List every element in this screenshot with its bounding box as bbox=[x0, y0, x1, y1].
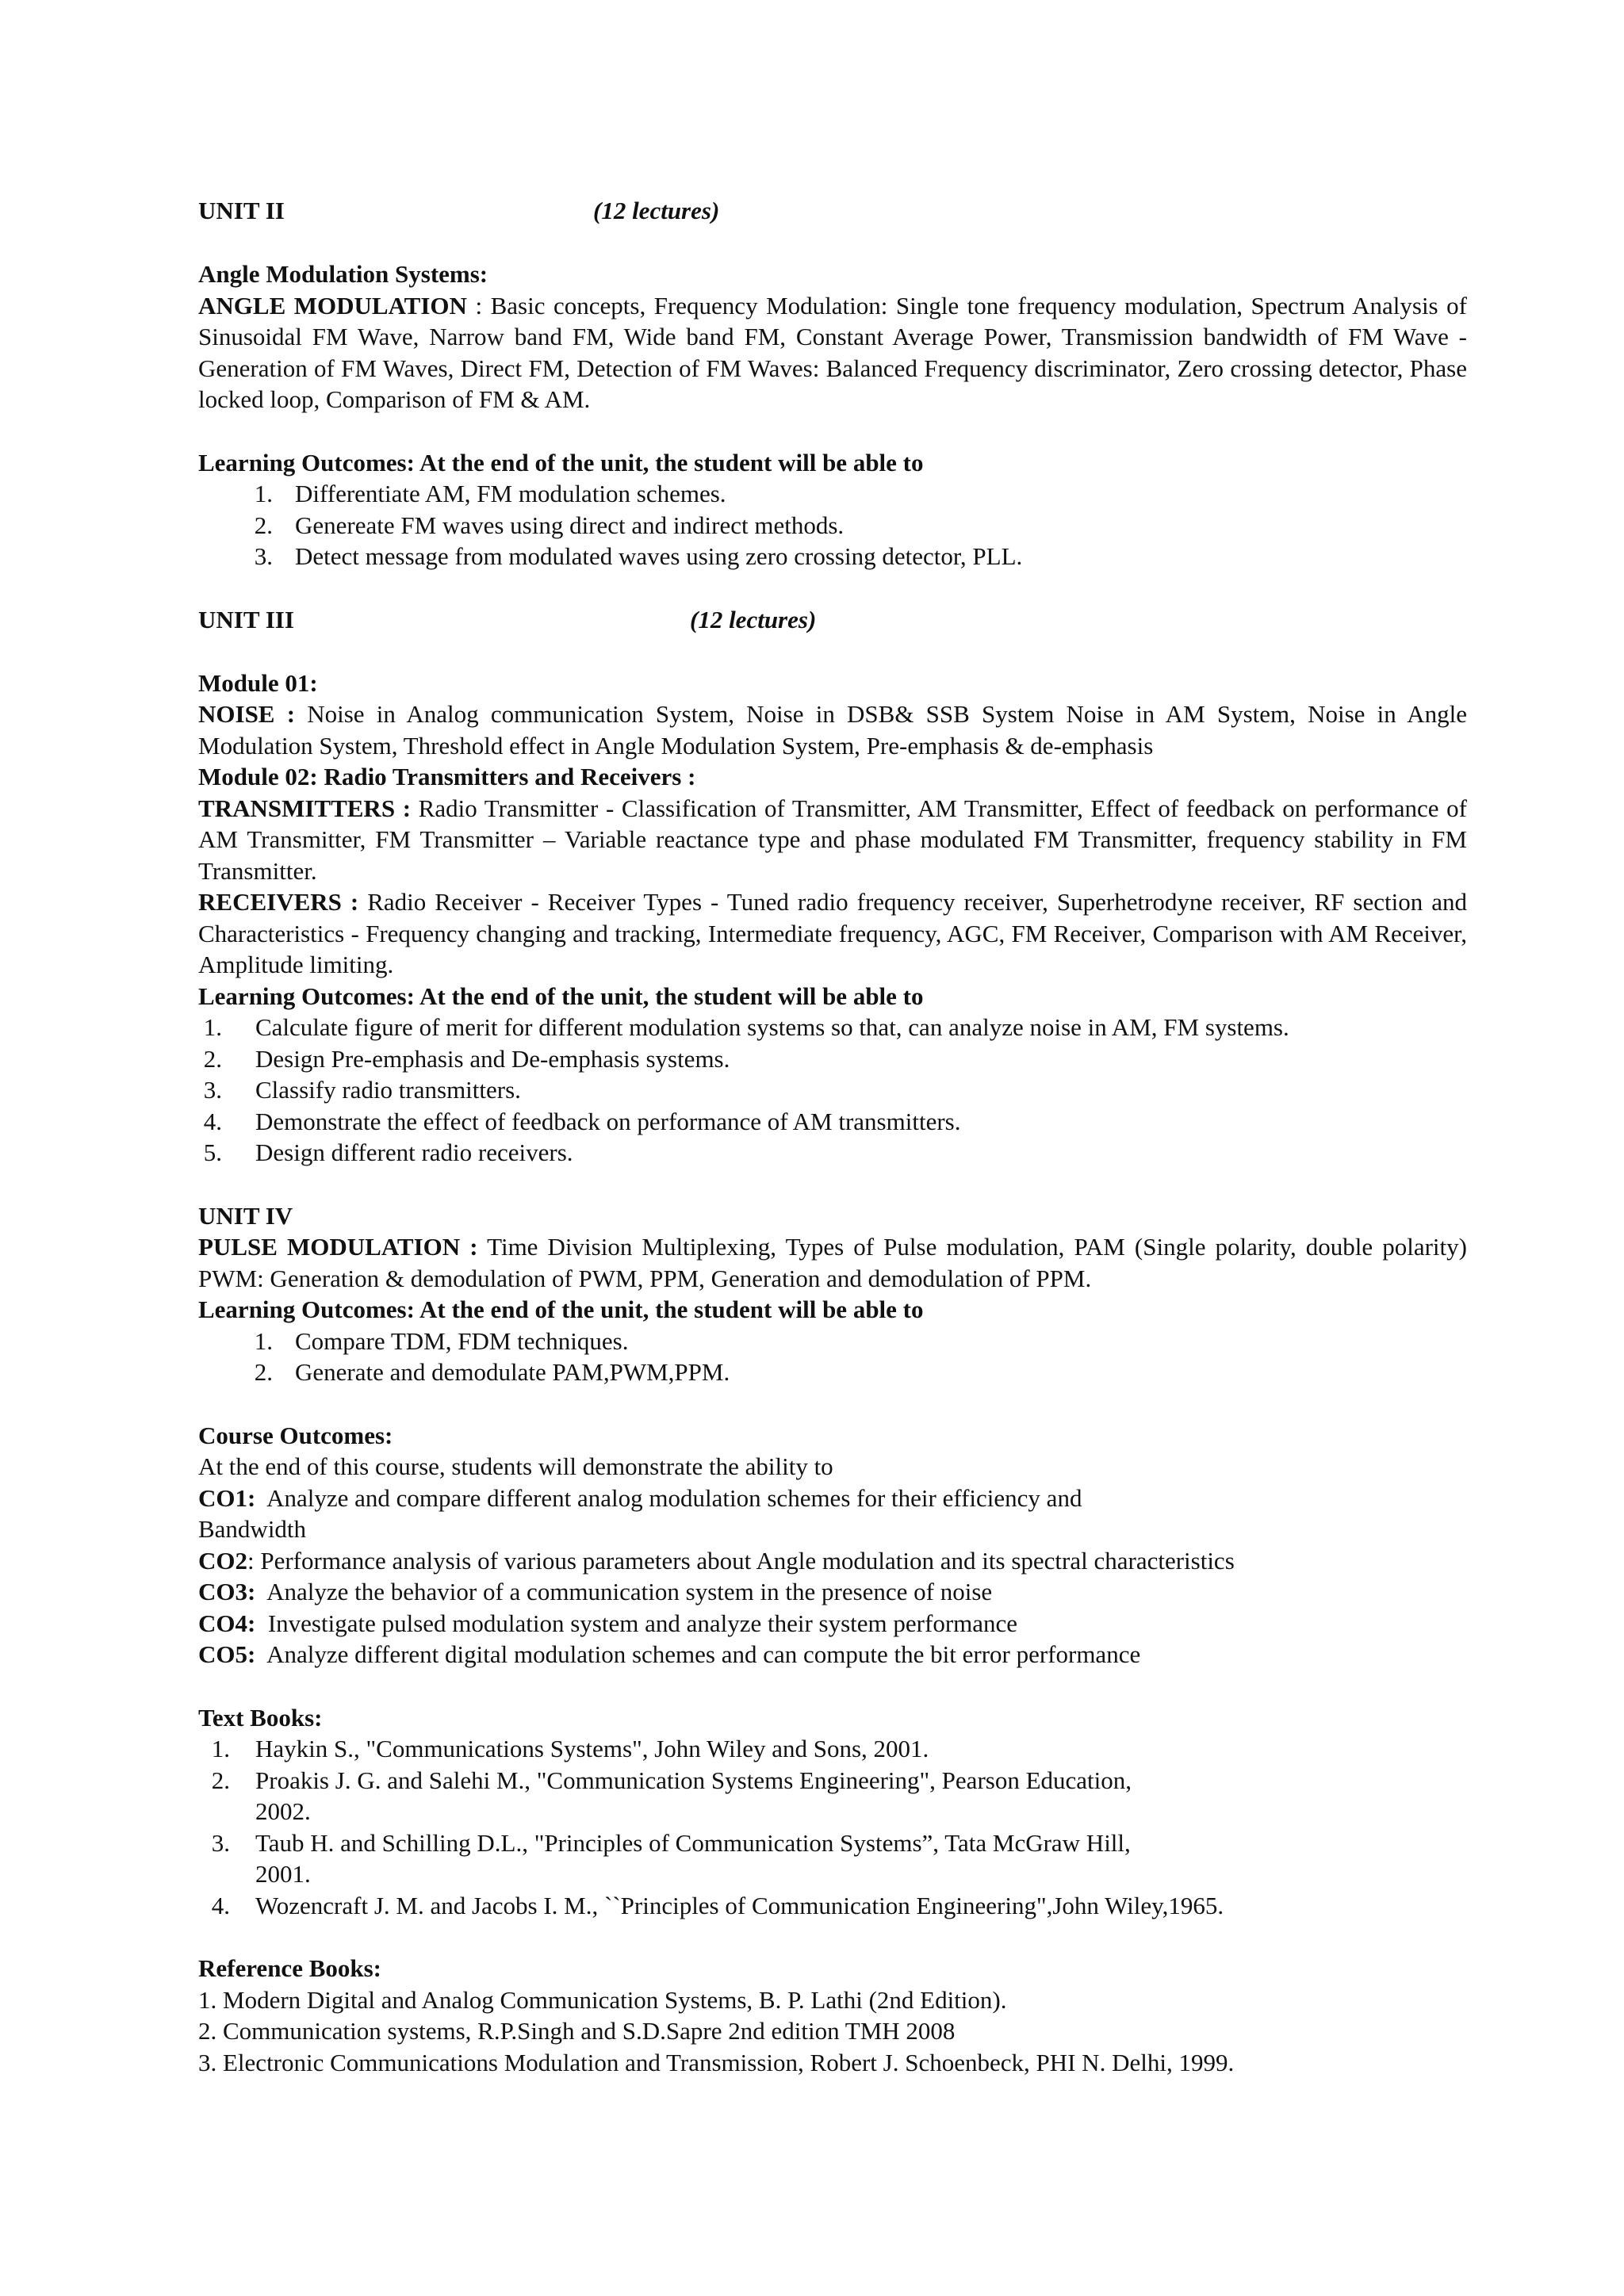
list-item: 3. Taub H. and Schilling D.L., "Principles of Communication Systems”, Tata McGraw Hill, 2001. bbox=[211, 1828, 1131, 1888]
list-item: 3. Detect message from modulated waves using zero crossing detector, PLL. bbox=[254, 542, 1023, 570]
unit-3-heading bbox=[198, 604, 1467, 636]
course-outcome-item: CO3: Analyze the behavior of a communication system in the presence of noise bbox=[198, 1578, 993, 1605]
list-item: 5. Design different radio receivers. bbox=[203, 1138, 573, 1166]
course-outcome-item: CO1: Analyze and compare different analog modulation schemes for their efficiency and bbox=[198, 1483, 1082, 1512]
list-item: 4. Demonstrate the effect of feedback on performance of AM transmitters. bbox=[203, 1107, 961, 1135]
list-item: 4. Wozencraft J. M. and Jacobs I. M., ``Principles of Communication Engineering",John Wiley,1965. bbox=[211, 1891, 1224, 1919]
pulse-paragraph: PULSE MODULATION : Time Division Multiplexing, Types of Pulse modulation, PAM (Single polarity, double polarity) PWM: Generation & demodulation of PWM, PPM, Generation and demodulation of PPM. bbox=[198, 1233, 1467, 1292]
topic-text: : Basic concepts, Frequency Modulation: Single tone frequency modulation, Spectrum Analysis of Sinusoidal FM Wave, Narrow band FM, Wide band FM, Constant Average Power, Transmission bandwidth of FM Wave - Generation of FM Waves, Direct FM, Detection of FM Waves: Balanced Frequency discriminator, Zero crossing detector, Phase locked loop, Comparison of FM & AM. bbox=[198, 291, 1467, 413]
list-item: 1. Haykin S., "Communications Systems", John Wiley and Sons, 2001. bbox=[211, 1735, 929, 1762]
unit-2-lectures: (12 lectures) bbox=[593, 197, 720, 224]
list-item: 1. Differentiate AM, FM modulation schemes. bbox=[254, 480, 726, 507]
list-item: 2. Design Pre-emphasis and De-emphasis systems. bbox=[203, 1044, 730, 1073]
unit-2-title: UNIT II bbox=[198, 197, 285, 224]
course-outcomes-intro: At the end of this course, students will demonstrate the ability to bbox=[198, 1452, 833, 1480]
transmitters-paragraph: TRANSMITTERS : Radio Transmitter - Classification of Transmitter, AM Transmitter, Effect of feedback on performance of AM Transmitter, FM Transmitter – Variable reactance type and phase modulated FM Transmitter, frequency stability in FM Transmitter. bbox=[198, 794, 1468, 885]
reference-book-item: 2. Communication systems, R.P.Singh and S.D.Sapre 2nd edition TMH 2008 bbox=[198, 2017, 956, 2045]
receivers-paragraph: RECEIVERS : Radio Receiver - Receiver Types - Tuned radio frequency receiver, Superhetrodyne receiver, RF section and Characteristics - Frequency changing and tracking, Intermediate frequency, AGC, FM Receiver, Comparison with AM Receiver, Amplitude limiting. bbox=[198, 888, 1467, 978]
module-1-title: Module 01: bbox=[198, 668, 318, 697]
unit-3-outcomes-title: Learning Outcomes: At the end of the unit, the student will be able to bbox=[198, 982, 924, 1010]
unit-4-outcomes-title: Learning Outcomes: At the end of the unit, the student will be able to bbox=[198, 1295, 924, 1323]
text-books-list bbox=[198, 1733, 1467, 1921]
unit-2-outcomes-list bbox=[198, 478, 1467, 572]
text-books-title: Text Books: bbox=[198, 1703, 323, 1732]
list-item: 3. Classify radio transmitters. bbox=[203, 1076, 521, 1104]
list-item: 2. Genereate FM waves using direct and indirect methods. bbox=[254, 511, 845, 539]
noise-paragraph: NOISE : Noise in Analog communication System, Noise in DSB& SSB System Noise in AM System, Noise in Angle Modulation System, Threshold effect in Angle Modulation System, Pre-emphasis & de-emphasis bbox=[198, 700, 1468, 760]
unit-3-outcomes-list bbox=[198, 1012, 1467, 1169]
list-item: 2. Generate and demodulate PAM,PWM,PPM. bbox=[254, 1358, 730, 1386]
module-2-title: Module 02: Radio Transmitters and Receivers : bbox=[198, 763, 696, 790]
topic-label: ANGLE MODULATION bbox=[198, 291, 467, 320]
unit-2-heading bbox=[198, 195, 1467, 227]
unit-2-outcomes-title: Learning Outcomes: At the end of the unit, the student will be able to bbox=[198, 448, 924, 476]
unit-3-lectures: (12 lectures) bbox=[690, 605, 817, 633]
course-outcome-item: CO5: Analyze different digital modulation schemes and can compute the bit error performance bbox=[198, 1640, 1141, 1668]
course-outcome-item: CO2: Performance analysis of various parameters about Angle modulation and its spectral characteristics bbox=[198, 1546, 1235, 1575]
reference-book-item: 3. Electronic Communications Modulation and Transmission, Robert J. Schoenbeck, PHI N. Delhi, 1999. bbox=[198, 2048, 1235, 2076]
course-outcome-item: Bandwidth bbox=[198, 1515, 307, 1543]
course-outcome-item: CO4: Investigate pulsed modulation system and analyze their system performance bbox=[198, 1609, 1018, 1637]
unit-2-topic-paragraph bbox=[198, 290, 1467, 415]
unit-4-outcomes-list bbox=[198, 1326, 1467, 1388]
list-item: 1. Calculate figure of merit for different modulation systems so that, can analyze noise in AM, FM systems. bbox=[203, 1013, 1289, 1041]
syllabus-page bbox=[198, 195, 1467, 2078]
list-item: 2. Proakis J. G. and Salehi M., "Communication Systems Engineering", Pearson Education, 2002. bbox=[211, 1766, 1132, 1825]
unit-3-title: UNIT III bbox=[198, 605, 294, 633]
list-item: 1. Compare TDM, FDM techniques. bbox=[254, 1326, 629, 1355]
reference-book-item: 1. Modern Digital and Analog Communication Systems, B. P. Lathi (2nd Edition). bbox=[198, 1985, 1007, 2014]
unit-2-section-title: Angle Modulation Systems: bbox=[198, 260, 488, 288]
course-outcomes-title: Course Outcomes: bbox=[198, 1421, 393, 1449]
reference-books-title: Reference Books: bbox=[198, 1954, 382, 1982]
unit-4-title: UNIT IV bbox=[198, 1201, 293, 1230]
